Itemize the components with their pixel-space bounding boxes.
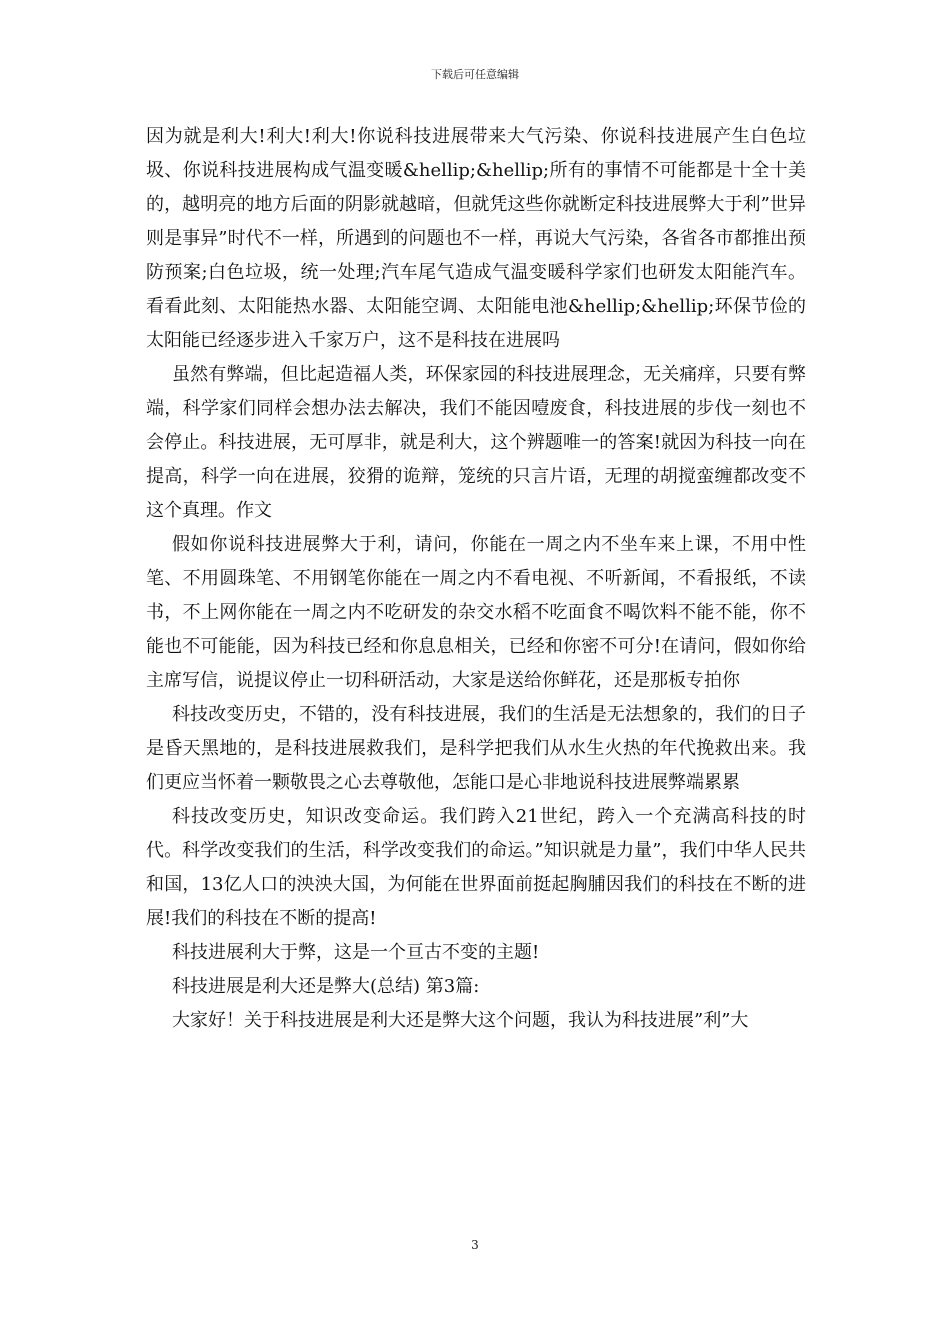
page-number: 3 <box>471 1238 479 1252</box>
page-header: 下载后可任意编辑 <box>431 68 519 81</box>
paragraph-2: 虽然有弊端，但比起造福人类，环保家园的科技进展理念，无关痛痒，只要有弊端，科学家们同样会想办法去解决，我们不能因噎废食，科技进展的步伐一刻也不会停止。科技进展，无可厚非，就是利大，这个辨题唯一的答案!就因为科技一向在提高，科学一向在进展，狡猾的诡辩，笼统的只言片语，无理的胡搅蛮缠都改变不这个真理。作文 <box>146 364 806 521</box>
paragraph-1: 因为就是利大!利大!利大!你说科技进展带来大气污染、你说科技进展产生白色垃圾、你说科技进展构成气温变暖&hellip;&hellip;所有的事情不可能都是十全十美的，越明亮的地方后面的阴影就越暗，但就凭这些你就断定科技进展弊大于利”世异则是事异”时代不一样，所遇到的问题也不一样，再说大气污染，各省各市都推出预防预案;白色垃圾，统一处理;汽车尾气造成气温变暖科学家们也研发太阳能汽车。看看此刻、太阳能热水器、太阳能空调、太阳能电池&hellip;&hellip;环保节俭的太阳能已经逐步进入千家万户，这不是科技在进展吗 <box>146 126 806 351</box>
paragraph-3: 假如你说科技进展弊大于利，请问，你能在一周之内不坐车来上课，不用中性笔、不用圆珠笔、不用钢笔你能在一周之内不看电视、不听新闻，不看报纸，不读书，不上网你能在一周之内不吃研发的杂交水稻不吃面食不喝饮料不能不能，你不能也不可能能，因为科技已经和你息息相关，已经和你密不可分!在请问，假如你给主席写信，说提议停止一切科研活动，大家是送给你鲜花，还是那板专拍你 <box>146 534 806 691</box>
section-heading: 科技进展是利大还是弊大(总结) 第3篇: <box>172 976 480 997</box>
document-body <box>146 120 806 1038</box>
paragraph-6: 科技进展利大于弊，这是一个亘古不变的主题! <box>172 942 540 963</box>
paragraph-4: 科技改变历史，不错的，没有科技进展，我们的生活是无法想象的，我们的日子是昏天黑地的，是科技进展救我们，是科学把我们从水生火热的年代挽救出来。我们更应当怀着一颗敬畏之心去尊敬他，怎能口是心非地说科技进展弊端累累 <box>146 704 806 793</box>
paragraph-7: 大家好！关于科技进展是利大还是弊大这个问题，我认为科技进展”利”大 <box>172 1010 749 1031</box>
paragraph-5: 科技改变历史，知识改变命运。我们跨入21世纪，跨入一个充满高科技的时代。科学改变我们的生活，科学改变我们的命运。”知识就是力量”，我们中华人民共和国，13亿人口的泱泱大国，为何能在世界面前挺起胸脯因我们的科技在不断的进展!我们的科技在不断的提高! <box>146 806 806 929</box>
